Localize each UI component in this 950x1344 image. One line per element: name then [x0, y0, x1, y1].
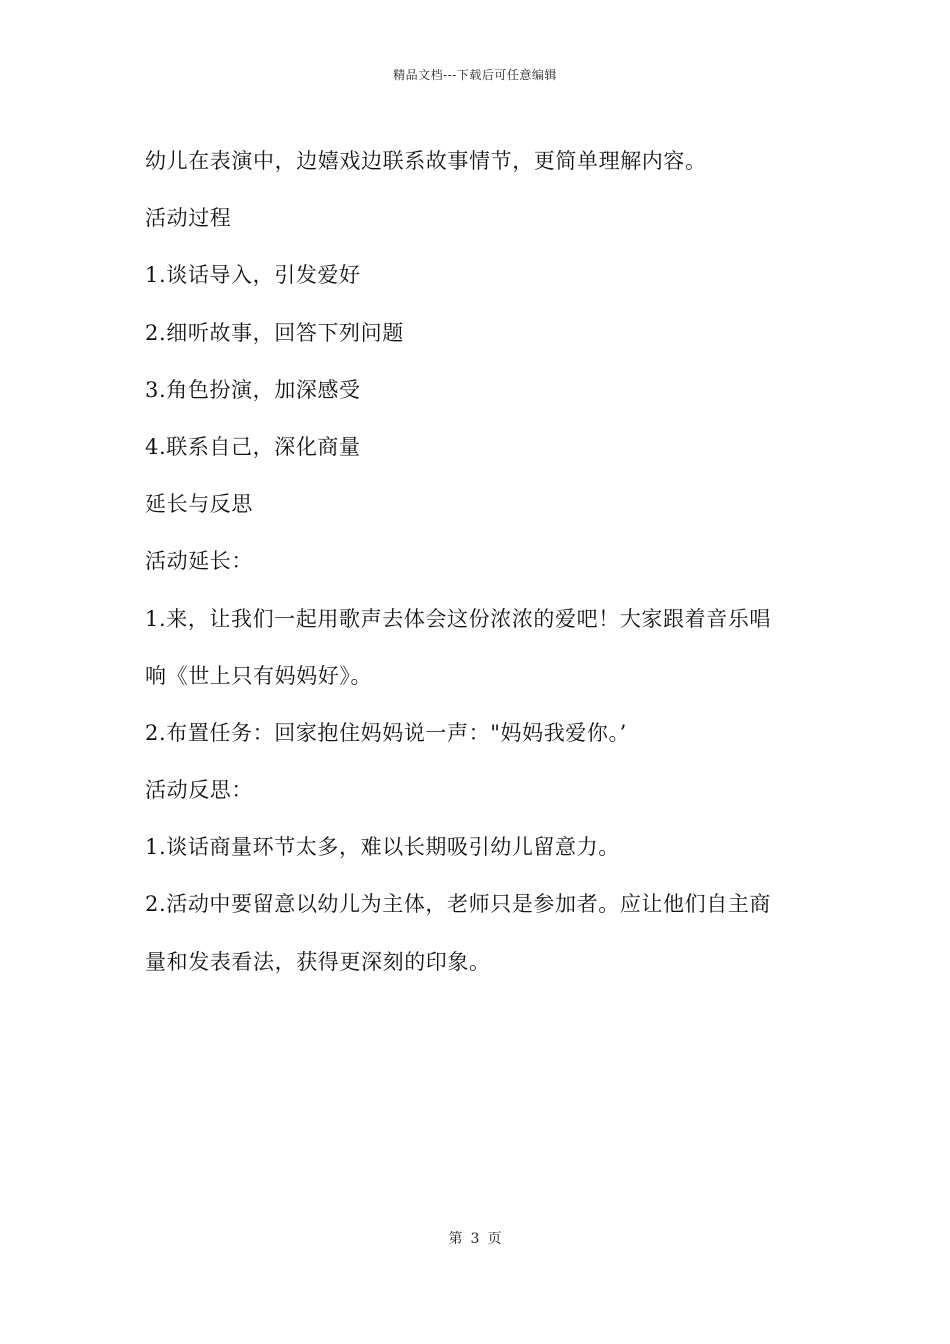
page-header: 精品文档---下载后可任意编辑: [393, 68, 557, 82]
page-footer: [0, 1228, 950, 1248]
section-heading-process: 活动过程: [145, 206, 232, 231]
subheading-extension: 活动延长：: [145, 549, 253, 574]
section-heading-extension-reflection: 延长与反思: [145, 492, 253, 517]
extension-item-1-line-1: 1.来，让我们一起用歌声去体会这份浓浓的爱吧！大家跟着音乐唱: [145, 606, 772, 631]
process-step-2: 2.细听故事，回答下列问题: [145, 320, 404, 345]
reflection-item-1: 1.谈话商量环节太多，难以长期吸引幼儿留意力。: [145, 835, 620, 860]
reflection-item-2-line-1: 2.活动中要留意以幼儿为主体，老师只是参加者。应让他们自主商: [145, 892, 772, 917]
page-number: 3: [470, 1231, 480, 1247]
subheading-reflection: 活动反思：: [145, 778, 253, 803]
process-step-1: 1.谈话导入，引发爱好: [145, 263, 361, 288]
paragraph-intro: 幼儿在表演中，边嬉戏边联系故事情节，更简单理解内容。: [145, 149, 707, 173]
process-step-3: 3.角色扮演，加深感受: [145, 377, 361, 402]
page-label-suffix: 页: [487, 1231, 502, 1247]
extension-item-2: 2.布置任务：回家抱住妈妈说一声："妈妈我爱你。’: [145, 720, 627, 745]
page-label-prefix: 第: [448, 1231, 463, 1247]
process-step-4: 4.联系自己，深化商量: [145, 434, 361, 459]
reflection-item-2-line-2: 量和发表看法，获得更深刻的印象。: [145, 949, 491, 974]
extension-item-1-line-2: 响《世上只有妈妈好》。: [145, 663, 373, 688]
document-body: [145, 133, 825, 991]
